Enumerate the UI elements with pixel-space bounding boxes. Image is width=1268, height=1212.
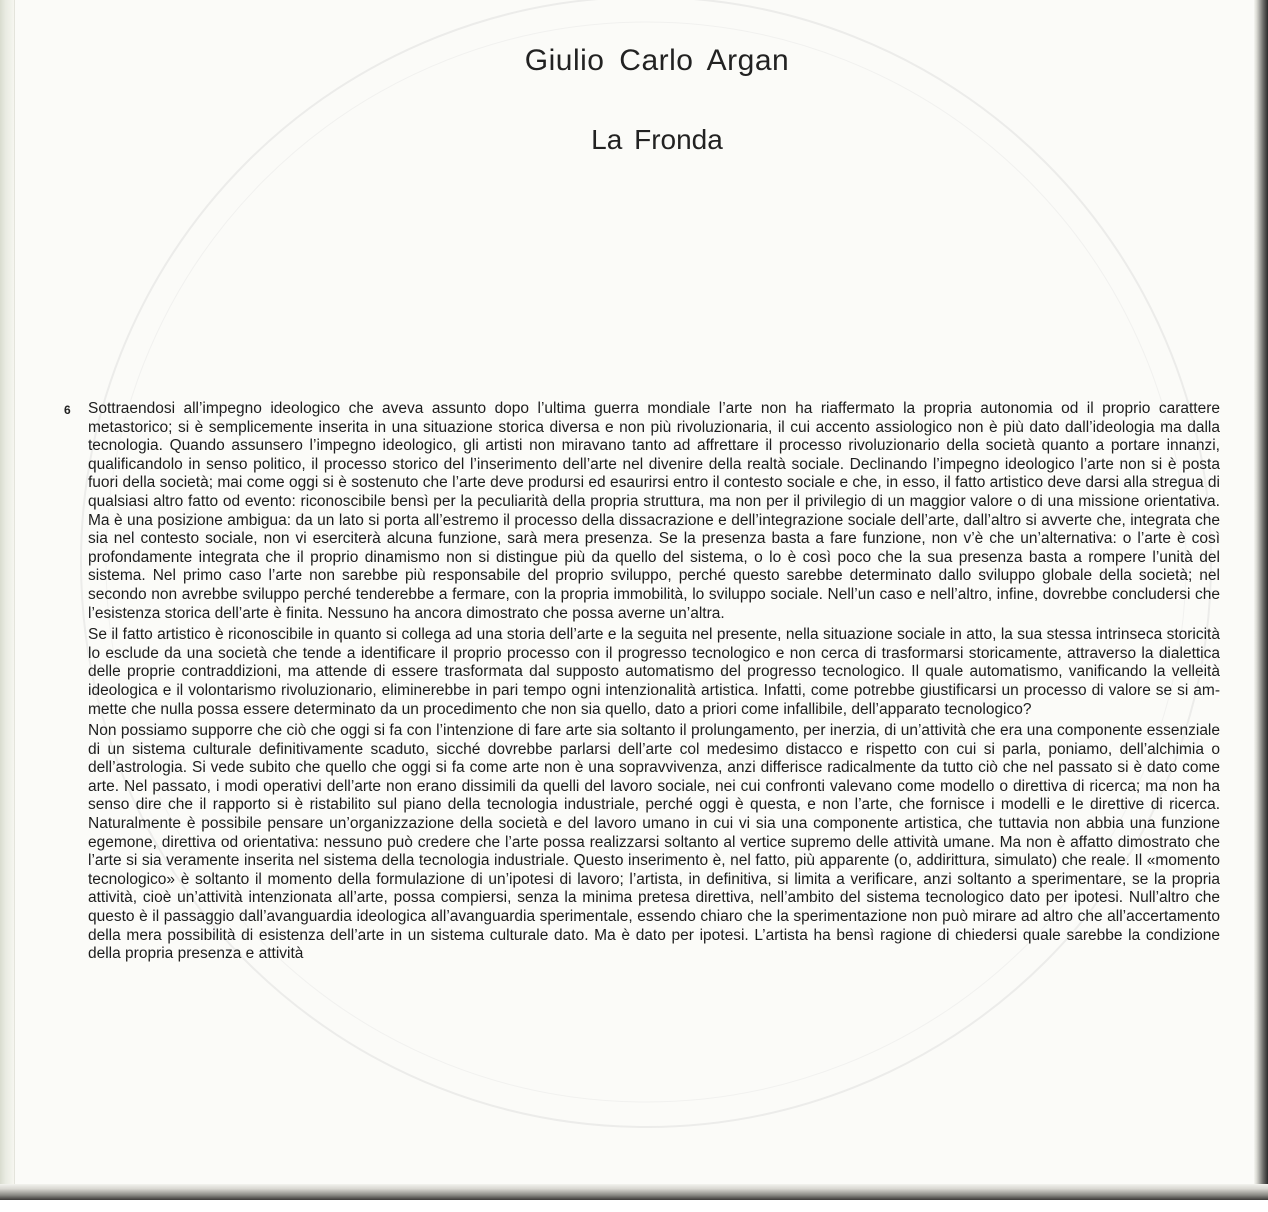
page-bottom-edge (0, 1184, 1268, 1200)
page-right-edge (1254, 0, 1268, 1200)
essay-body (88, 400, 1220, 967)
paragraph-1: Sottraendosi all’impegno ideologico che aveva assunto dopo l’ultima guerra mondiale l’arte non ha riaffermato la propria autonomia od il proprio carattere metastorico; si è semplicemente inserita in una situazione storica diversa e non più rivoluzionaria, il cui accento assiologico non è più dato dall’ideologia ma dalla tecnologia. Quando assunsero l’impegno ideologico, gli artisti non miravano tanto ad affrettare il processo rivoluzionario della società quanto a portare innanzi, qualificandolo in senso politico, il processo storico del l’inserimento dell’arte nel divenire della realtà sociale. Declinando l’impegno ideologico l’arte non si è posta fuori della società; mai come oggi si è sostenuto che l’arte deve prodursi ed esaurirsi entro il contesto sociale e che, in esso, il fatto artistico deve darsi alla stregua di qualsiasi altro fatto od evento: riconoscibile bensì per la peculiarità della propria struttura, ma non per il privilegio di un maggior valore o di una missione orientativa. Ma è una posizione ambigua: da un lato si porta all’estremo il processo della dissacrazione e dell’integrazione sociale dell’arte, dall’altro si avverte che, integrata che sia nel contesto sociale, non vi eserciterà alcuna funzione, sarà mera presenza. Se la presenza basta a fare funzione, non v’è che un’alternativa: o l’arte è così profondamente integrata che il proprio dinamismo non si distingue più da quello del sistema, o lo è così poco che la sua presenza basta a rompere l’unità del sistema. Nel primo caso l’arte non sarebbe più responsabile del proprio sviluppo, perché questo sarebbe determinato dallo sviluppo globale della società; nel secondo non avrebbe sviluppo perché tenderebbe a fermare, con la propria immobilità, lo sviluppo sociale. Nell’un caso e nell’altro, infine, dovrebbe concludersi che l’esistenza storica dell’arte è finita. Nessuno ha ancora dimostrato che possa averne un’altra. (88, 400, 1220, 622)
page-spine-shadow (0, 0, 15, 1200)
author-name: Giulio Carlo Argan (524, 44, 790, 77)
paragraph-2: Se il fatto artistico è riconoscibile in quanto si collega ad una storia dell’arte e la seguita nel presente, nella situazione sociale in atto, la sua stessa intrinseca storicità lo esclude da una società che tende a identificare il proprio processo con il progresso tecnologico e non cerca di trasformarsi storicamente, attraverso la dialettica delle proprie contraddizioni, ma attende di essere trasformata dal supposto automatismo del progresso tecnologico. Il quale automatismo, vanificando la velleità ideologica e il volontarismo rivoluzionario, eliminerebbe in pari tempo ogni intenzionalità artistica. Infatti, come potrebbe giustificarsi un processo di valore se si ammette che nulla possa essere determinato da un procedimento che non sia quello, dato a priori come infallibile, dell’apparato tecnologico? (88, 626, 1220, 718)
essay-title: La Fronda (591, 124, 723, 155)
page-number: 6 (64, 403, 71, 417)
paragraph-3: Non possiamo supporre che ciò che oggi si fa con l’intenzione di fare arte sia soltanto il prolungamento, per inerzia, di un’attività che era una componente essenziale di un sistema culturale definitivamente scaduto, sicché dovrebbe parlarsi dell’arte col medesimo distacco e rispetto con cui si parla, poniamo, dell’alchimia o dell’astrologia. Si vede subito che quello che oggi si fa come arte non è una sopravvivenza, anzi differisce radicalmente da tutto ciò che nel passato si è dato come arte. Nel passato, i modi operativi dell’arte non erano dissimili da quelli del lavoro sociale, nei cui confronti valevano come modello o direttiva di ricerca; ma non ha senso dire che il rapporto si è ristabilito sul piano della tecnologia industriale, perché oggi è questa, e non l’arte, che fornisce i modelli e le direttive di ricerca. Naturalmente è possibile pensare un’organizzazione della società e del lavoro umano in cui vi sia una componente artistica, che tuttavia non abbia una funzione egemone, direttiva od orientativa: nessuno può credere che l’arte possa realizzarsi soltanto al vertice supremo delle attività umane. Ma non è affatto dimostrato che l’arte si sia veramente inserita nel sistema della tecnologia industriale. Questo inserimento è, nel fatto, più apparente (o, addirittura, simulato) che reale. Il «momento tecnologico» è soltanto il momento della formulazione di un’ipotesi di lavoro; l’artista, in definitiva, si limita a verificare, anzi soltanto a sperimentare, se la propria attività, cioè un’attività intenzionata all’arte, possa compiersi, senza la minima pretesa direttiva, nell’ambito del sistema tecnologico dato per ipotesi. Null’altro che questo è il passaggio dall’avanguardia ideologica all’avanguardia sperimentale, essendo chiaro che la sperimentazione non può mirare ad altro che all’accertamento della mera possibilità di esistenza dell’arte in un sistema culturale dato. Ma è dato per ipotesi. L’artista ha bensì ragione di chiedersi quale sarebbe la condizione della propria presenza e attività (88, 722, 1220, 963)
